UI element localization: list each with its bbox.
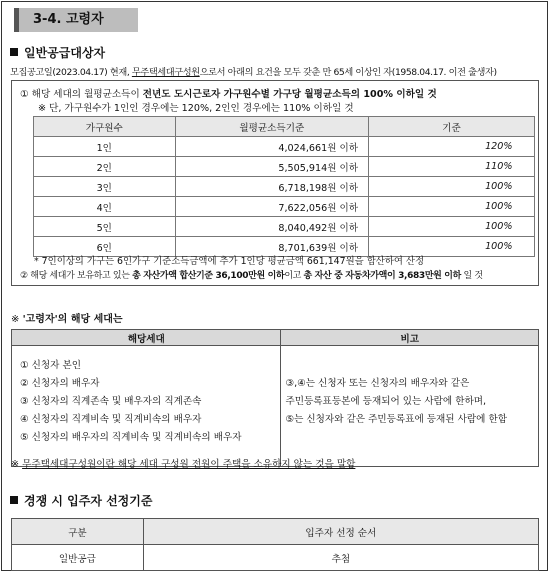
pct-cell: 100% [369, 177, 535, 197]
table-row [34, 197, 535, 217]
item2-bold-2: 총 자산 중 자동차가액이 3,683만원 이하 [303, 271, 461, 281]
table-row [12, 545, 539, 571]
table-row [34, 137, 535, 157]
col-header-remarks: 비고 [281, 330, 539, 346]
list-item: ① 신청자 본인 [20, 360, 82, 371]
remark-line: ⑤는 신청자와 같은 주민등록표에 등재된 사람에 한함 [285, 414, 508, 425]
selection-table [11, 518, 539, 571]
household-heading-quote: '고령자' [22, 314, 58, 325]
col-header-pct: 기준 [369, 117, 535, 137]
square-bullet-icon [10, 496, 18, 504]
col-header-amount: 월평균소득기준 [175, 117, 369, 137]
note-mark-icon: ※ [11, 459, 23, 470]
household-table [11, 329, 539, 467]
pct-cell: 110% [369, 157, 535, 177]
household-table-header [12, 330, 539, 346]
remark-line: ③,④는 신청자 또는 신청자의 배우자와 같은 [285, 378, 470, 389]
list-item: ⑤ 신청자의 배우자의 직계비속 및 직계비속의 배우자 [20, 432, 242, 443]
pct-cell: 120% [369, 137, 535, 157]
pct-cell: 100% [369, 197, 535, 217]
remark-line: 주민등록표등본에 등재되어 있는 사람에 한하며, [285, 396, 487, 407]
col-header-order: 입주자 선정 순서 [143, 519, 538, 545]
members-cell: 1인 [34, 137, 176, 157]
general-heading [10, 44, 105, 61]
intro-underlined: 무주택세대구성원 [131, 67, 200, 78]
item2-mid: 이고 [284, 271, 304, 281]
general-intro [10, 64, 497, 78]
list-item: ② 신청자의 배우자 [20, 378, 100, 389]
income-table [33, 116, 535, 257]
intro-prefix: 모집공고일(2023.04.17) 현재, [10, 67, 132, 78]
household-remarks-cell [281, 346, 539, 467]
order-cell: 추첨 [143, 545, 538, 571]
amount-cell: 7,622,056원 이하 [175, 197, 369, 217]
household-members-cell [12, 346, 281, 467]
pct-cell: 100% [369, 237, 535, 257]
members-cell: 2인 [34, 157, 176, 177]
members-cell: 4인 [34, 197, 176, 217]
table-row [34, 177, 535, 197]
list-item: ④ 신청자의 직계비속 및 직계비속의 배우자 [20, 414, 202, 425]
table-row [34, 157, 535, 177]
household-heading-rest: 의 해당 세대는 [57, 314, 123, 325]
criteria-item-2 [20, 268, 483, 281]
col-header-members: 가구원수 [34, 117, 176, 137]
household-note [11, 456, 355, 470]
members-cell: 3인 [34, 177, 176, 197]
item1-number: ① [20, 89, 29, 100]
amount-cell: 8,701,639원 이하 [175, 237, 369, 257]
amount-cell: 6,718,198원 이하 [175, 177, 369, 197]
selection-heading [10, 492, 152, 509]
col-header-household: 해당세대 [12, 330, 281, 346]
criteria-item-1 [20, 86, 437, 100]
household-note-text: 무주택세대구성원이란 해당 세대 구성원 전원이 주택을 소유하지 않는 것을 말함 [22, 459, 356, 470]
general-heading-text: 일반공급대상자 [24, 46, 106, 60]
members-cell: 6인 [34, 237, 176, 257]
list-item: ③ 신청자의 직계존속 및 배우자의 직계존속 [20, 396, 202, 407]
note-mark-icon: ※ [11, 314, 23, 325]
section-title: 3-4. 고령자 [14, 8, 138, 32]
table-row [34, 217, 535, 237]
amount-cell: 4,024,661원 이하 [175, 137, 369, 157]
intro-suffix: 으로서 아래의 요건을 모두 갖춘 만 65세 이상인 자(1958.04.17. 이전 출생자) [199, 67, 497, 78]
item2-prefix: 해당 세대가 보유하고 있는 [30, 271, 133, 281]
item1-bold: 전년도 도시근로자 가구원수별 가구당 월평균소득의 100% 이하일 것 [142, 89, 437, 100]
square-bullet-icon [10, 48, 18, 56]
item2-bold-1: 총 자산가액 합산기준 36,100만원 이하 [132, 271, 285, 281]
amount-cell: 5,505,914원 이하 [175, 157, 369, 177]
amount-cell: 8,040,492원 이하 [175, 217, 369, 237]
household-table-body [12, 346, 539, 467]
item2-suffix: 일 것 [460, 271, 483, 281]
selection-table-header [12, 519, 539, 545]
criteria-item-1-note: ※ 단, 가구원수가 1인인 경우에는 120%, 2인인 경우에는 110% 이하일 것 [38, 103, 354, 114]
criteria-footnote: * 7인이상의 가구는 6인가구 기준소득금액에 추가 1인당 평균금액 661,147원을 합산하여 산정 [34, 256, 425, 267]
members-cell: 5인 [34, 217, 176, 237]
pct-cell: 100% [369, 217, 535, 237]
income-table-header [34, 117, 535, 137]
household-heading [11, 310, 123, 325]
selection-heading-text: 경쟁 시 입주자 선정기준 [24, 494, 153, 508]
item1-prefix: 해당 세대의 월평균소득이 [31, 89, 143, 100]
col-header-type: 구분 [12, 519, 144, 545]
type-cell: 일반공급 [12, 545, 144, 571]
item2-number: ② [20, 271, 28, 281]
